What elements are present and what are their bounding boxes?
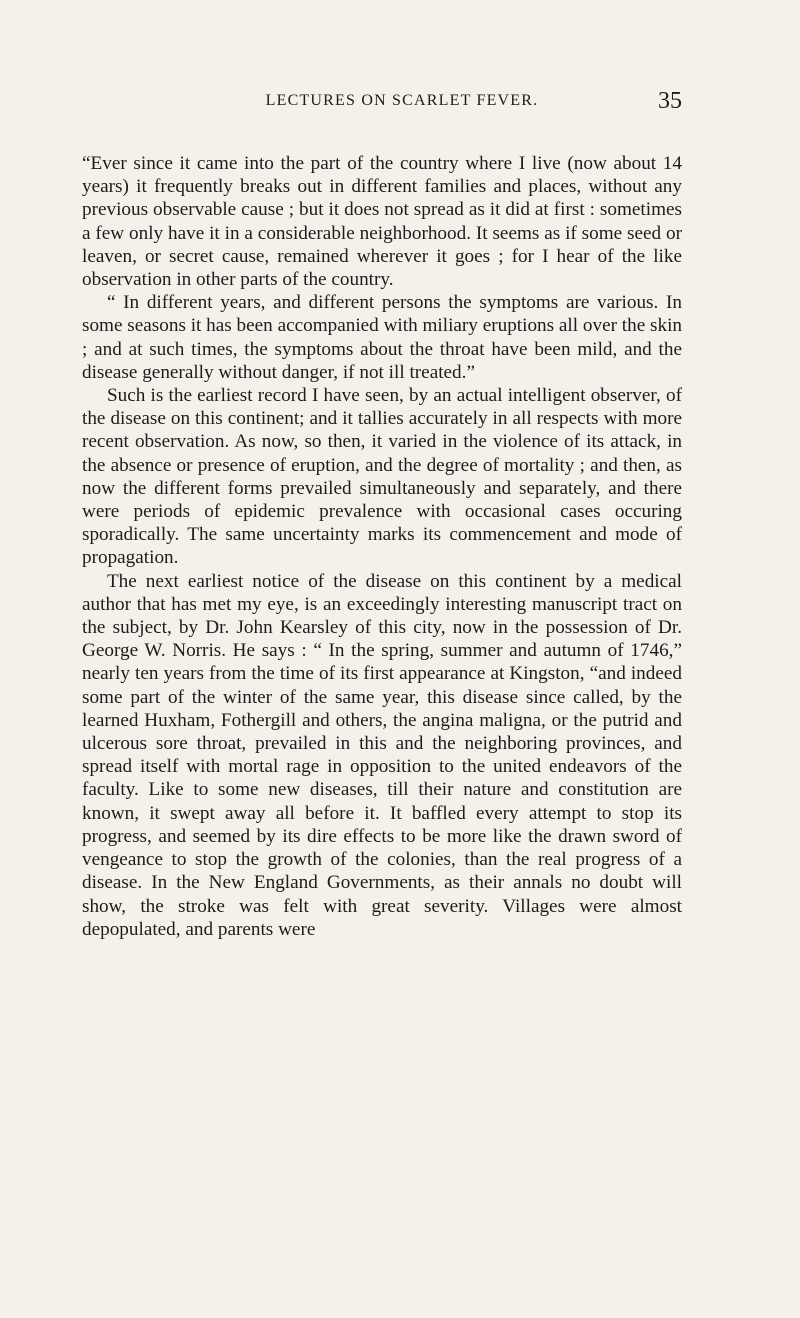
page-number: 35	[658, 88, 682, 114]
running-head	[82, 88, 682, 122]
paragraph-kearsley-notice: The next earliest notice of the disease on this continent by a medical author that has met my eye, is an exceedingly interesting manuscript tract on the subject, by Dr. John Kearsley of this city, now in the possession of Dr. George W. Norris. He says : “ In the spring, summer and autumn of 1746,” nearly ten years from the time of its first appearance at Kingston, “and indeed some part of the winter of the same year, this disease since called, by the learned Huxham, Fothergill and others, the angina maligna, or the putrid and ulcerous sore throat, prevailed in this and the neighboring provinces, and spread itself with mortal rage in opposition to the united endeavors of the faculty. Like to some new diseases, till their nature and constitution are known, it swept away all before it. It baffled every attempt to stop its progress, and seemed by its dire effects to be more like the drawn sword of vengeance to stop the growth of the colonies, than the real progress of a disease. In the New England Governments, as their annals no doubt will show, the stroke was felt with great severity. Villages were almost depopulated, and parents were	[82, 570, 682, 940]
running-title: LECTURES ON SCARLET FEVER.	[265, 92, 539, 109]
paragraph-quote-continuation: “Ever since it came into the part of the country where I live (now about 14 years) it frequently breaks out in different families and places, without any previous observable cause ; but it does not spread as it did at first : sometimes a few only have it in a considerable neighborhood. It seems as if some seed or leaven, or secret cause, remained wherever it goes ; for I hear of the like observation in other parts of the country.	[82, 153, 682, 291]
paragraph-quote-symptoms: “ In different years, and different persons the symptoms are various. In some seasons it has been accompanied with miliary eruptions all over the skin ; and at such times, the symptoms about the throat have been mild, and the disease generally without danger, if not ill treated.”	[82, 292, 682, 383]
body-text	[82, 152, 682, 941]
paragraph-earliest-record: Such is the earliest record I have seen, by an actual intelligent observer, of the disease on this continent; and it tallies accurately in all respects with more recent observation. As now, so then, it varied in the violence of its attack, in the absence or presence of eruption, and the degree of mortality ; and then, as now the different forms prevailed simultaneously and separately, and there were periods of epidemic prevalence with occasional cases occuring sporadically. The same uncertainty marks its commencement and mode of propagation.	[82, 385, 682, 569]
